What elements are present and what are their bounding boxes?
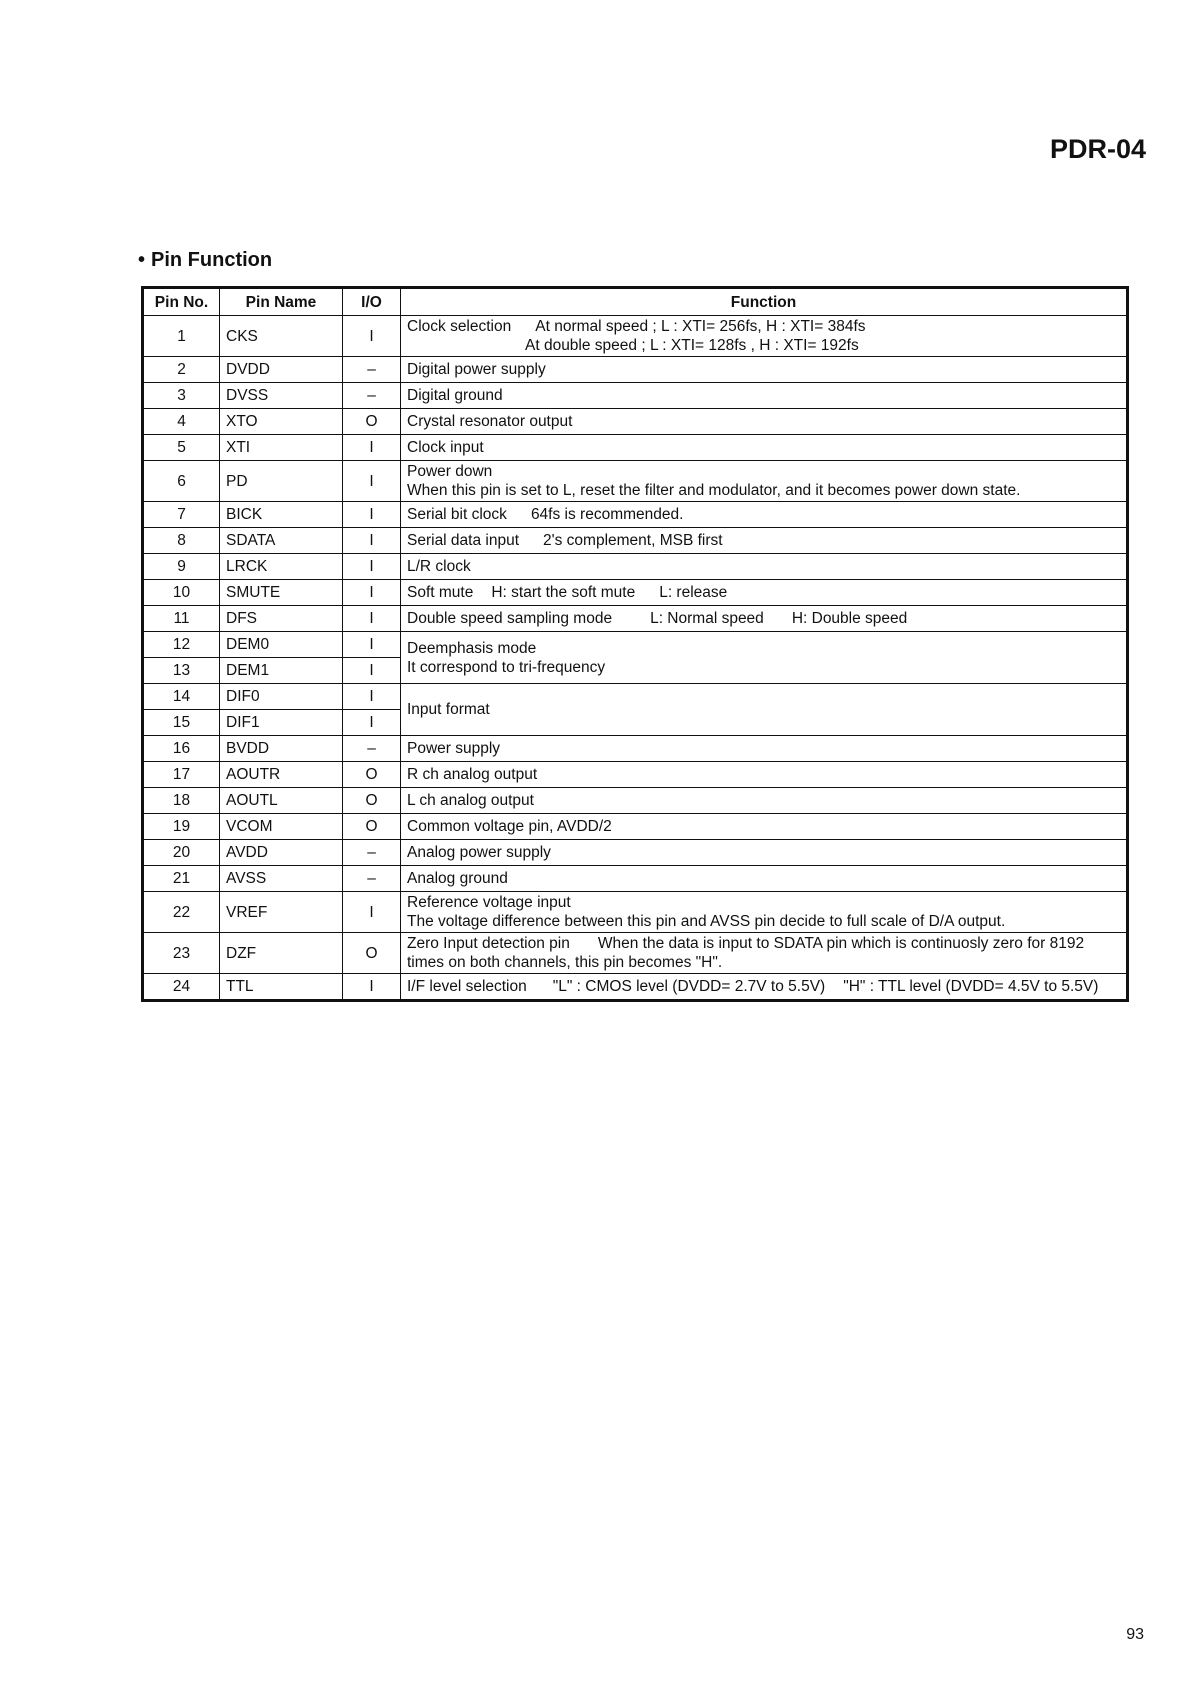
pin-no: 24 bbox=[143, 974, 220, 1001]
pin-no: 2 bbox=[143, 357, 220, 383]
pin-no: 18 bbox=[143, 788, 220, 814]
function-part: I/F level selection bbox=[407, 978, 527, 995]
pin-no: 9 bbox=[143, 554, 220, 580]
function-part: times on both channels, this pin becomes "H". bbox=[407, 954, 723, 971]
pin-io: I bbox=[343, 554, 401, 580]
pin-function-table bbox=[141, 286, 1129, 1002]
pin-name: CKS bbox=[220, 316, 343, 357]
pin-function bbox=[401, 502, 1128, 528]
pin-function bbox=[401, 606, 1128, 632]
pin-io: O bbox=[343, 762, 401, 788]
pin-io: I bbox=[343, 606, 401, 632]
pin-name: DIF0 bbox=[220, 684, 343, 710]
pin-function: Power supply bbox=[401, 736, 1128, 762]
pin-io: – bbox=[343, 383, 401, 409]
pin-name: DVDD bbox=[220, 357, 343, 383]
pin-name: AOUTL bbox=[220, 788, 343, 814]
pin-name: SDATA bbox=[220, 528, 343, 554]
function-part: Power down bbox=[407, 463, 493, 480]
pin-function: Clock input bbox=[401, 435, 1128, 461]
function-part: Serial bit clock bbox=[407, 506, 507, 523]
pin-function: Analog power supply bbox=[401, 840, 1128, 866]
table-row bbox=[143, 528, 1128, 554]
pin-function: Digital ground bbox=[401, 383, 1128, 409]
pin-no: 22 bbox=[143, 892, 220, 933]
pin-name: BVDD bbox=[220, 736, 343, 762]
pin-io: I bbox=[343, 435, 401, 461]
function-part: It correspond to tri-frequency bbox=[407, 658, 606, 676]
function-part: When this pin is set to L, reset the filter and modulator, and it becomes power down state. bbox=[407, 482, 1021, 499]
pin-io: I bbox=[343, 658, 401, 684]
function-part: 64fs is recommended. bbox=[530, 506, 684, 523]
pin-name: LRCK bbox=[220, 554, 343, 580]
pin-io: I bbox=[343, 632, 401, 658]
pin-name: DIF1 bbox=[220, 710, 343, 736]
pin-io: O bbox=[343, 814, 401, 840]
pin-name: AVSS bbox=[220, 866, 343, 892]
header-io: I/O bbox=[343, 288, 401, 316]
pin-function: Digital power supply bbox=[401, 357, 1128, 383]
function-part: Soft mute bbox=[407, 584, 474, 601]
table-row bbox=[143, 554, 1128, 580]
pin-no: 13 bbox=[143, 658, 220, 684]
table-row bbox=[143, 502, 1128, 528]
function-part: L: Normal speed bbox=[650, 610, 764, 627]
pin-io: I bbox=[343, 892, 401, 933]
table-row bbox=[143, 383, 1128, 409]
pin-io: I bbox=[343, 461, 401, 502]
pin-function: Crystal resonator output bbox=[401, 409, 1128, 435]
table-row bbox=[143, 840, 1128, 866]
pin-no: 7 bbox=[143, 502, 220, 528]
pin-no: 20 bbox=[143, 840, 220, 866]
table-row bbox=[143, 866, 1128, 892]
pin-function bbox=[401, 933, 1128, 974]
pin-function bbox=[401, 461, 1128, 502]
table-row bbox=[143, 409, 1128, 435]
function-part: The voltage difference between this pin and AVSS pin decide to full scale of D/A output. bbox=[407, 913, 1006, 930]
pin-io: O bbox=[343, 788, 401, 814]
table-header-row bbox=[143, 288, 1128, 316]
pin-no: 12 bbox=[143, 632, 220, 658]
pin-name: DFS bbox=[220, 606, 343, 632]
pin-no: 11 bbox=[143, 606, 220, 632]
header-pin-name: Pin Name bbox=[220, 288, 343, 316]
pin-name: DEM0 bbox=[220, 632, 343, 658]
pin-io: I bbox=[343, 316, 401, 357]
pin-io: – bbox=[343, 866, 401, 892]
pin-function: Analog ground bbox=[401, 866, 1128, 892]
pin-no: 10 bbox=[143, 580, 220, 606]
pin-function bbox=[401, 974, 1128, 1001]
function-part: Deemphasis mode bbox=[407, 639, 537, 657]
function-part: Zero Input detection pin bbox=[407, 935, 570, 952]
pin-no: 23 bbox=[143, 933, 220, 974]
pin-no: 19 bbox=[143, 814, 220, 840]
pin-no: 4 bbox=[143, 409, 220, 435]
function-part: Clock selection bbox=[407, 318, 512, 335]
function-part: At double speed ; L : XTI= 128fs , H : XTI= 192fs bbox=[525, 337, 859, 354]
function-part: Serial data input bbox=[407, 532, 520, 549]
function-part: "L" : CMOS level (DVDD= 2.7V to 5.5V) bbox=[552, 978, 826, 995]
pin-name: DEM1 bbox=[220, 658, 343, 684]
pin-name: VREF bbox=[220, 892, 343, 933]
pin-no: 21 bbox=[143, 866, 220, 892]
table-row bbox=[143, 684, 1128, 710]
pin-io: I bbox=[343, 580, 401, 606]
pin-no: 14 bbox=[143, 684, 220, 710]
pin-no: 8 bbox=[143, 528, 220, 554]
pin-name: SMUTE bbox=[220, 580, 343, 606]
pin-no: 15 bbox=[143, 710, 220, 736]
pin-function: Input format bbox=[401, 684, 1128, 736]
table-row bbox=[143, 814, 1128, 840]
header-pin-no: Pin No. bbox=[143, 288, 220, 316]
section-title bbox=[138, 249, 272, 272]
pin-function: Common voltage pin, AVDD/2 bbox=[401, 814, 1128, 840]
pin-io: I bbox=[343, 710, 401, 736]
function-part: H: start the soft mute bbox=[491, 584, 636, 601]
pin-io: – bbox=[343, 357, 401, 383]
pin-io: – bbox=[343, 736, 401, 762]
pin-io: I bbox=[343, 528, 401, 554]
pin-io: O bbox=[343, 933, 401, 974]
pin-name: DZF bbox=[220, 933, 343, 974]
pin-function: L/R clock bbox=[401, 554, 1128, 580]
function-part: "H" : TTL level (DVDD= 4.5V to 5.5V) bbox=[843, 978, 1099, 995]
model-number: PDR-04 bbox=[1049, 134, 1146, 164]
pin-no: 1 bbox=[143, 316, 220, 357]
table-row bbox=[143, 632, 1128, 658]
pin-io: I bbox=[343, 974, 401, 1001]
table-row bbox=[143, 461, 1128, 502]
pin-name: XTI bbox=[220, 435, 343, 461]
header-function: Function bbox=[401, 288, 1128, 316]
pin-function bbox=[401, 316, 1128, 357]
pin-function: R ch analog output bbox=[401, 762, 1128, 788]
pin-name: PD bbox=[220, 461, 343, 502]
pin-io: O bbox=[343, 409, 401, 435]
table-row bbox=[143, 974, 1128, 1001]
table-row bbox=[143, 762, 1128, 788]
table-row bbox=[143, 580, 1128, 606]
pin-no: 16 bbox=[143, 736, 220, 762]
pin-name: BICK bbox=[220, 502, 343, 528]
table-row bbox=[143, 357, 1128, 383]
page-number: 93 bbox=[1126, 1626, 1144, 1643]
table-row bbox=[143, 788, 1128, 814]
bullet: • bbox=[138, 249, 146, 271]
pin-function bbox=[401, 632, 1128, 684]
table-row bbox=[143, 736, 1128, 762]
function-part: When the data is input to SDATA pin which is continuosly zero for 8192 bbox=[597, 935, 1085, 952]
function-part: H: Double speed bbox=[791, 610, 908, 627]
pin-no: 17 bbox=[143, 762, 220, 788]
function-part: Reference voltage input bbox=[407, 894, 571, 911]
section-title-text: Pin Function bbox=[151, 249, 273, 271]
pin-name: XTO bbox=[220, 409, 343, 435]
table-row bbox=[143, 933, 1128, 974]
pin-name: DVSS bbox=[220, 383, 343, 409]
pin-no: 3 bbox=[143, 383, 220, 409]
pin-function: L ch analog output bbox=[401, 788, 1128, 814]
pin-no: 5 bbox=[143, 435, 220, 461]
pin-name: AOUTR bbox=[220, 762, 343, 788]
pin-function bbox=[401, 580, 1128, 606]
table-row bbox=[143, 606, 1128, 632]
function-part: 2's complement, MSB first bbox=[543, 532, 723, 549]
function-part: At normal speed ; L : XTI= 256fs, H : XTI= 384fs bbox=[535, 318, 866, 335]
pin-function bbox=[401, 892, 1128, 933]
function-part: L: release bbox=[659, 584, 728, 601]
table-row bbox=[143, 435, 1128, 461]
function-part: Double speed sampling mode bbox=[407, 610, 613, 627]
pin-io: I bbox=[343, 684, 401, 710]
pin-function bbox=[401, 528, 1128, 554]
table-row bbox=[143, 316, 1128, 357]
pin-no: 6 bbox=[143, 461, 220, 502]
pin-name: AVDD bbox=[220, 840, 343, 866]
pin-io: I bbox=[343, 502, 401, 528]
table-row bbox=[143, 892, 1128, 933]
pin-io: – bbox=[343, 840, 401, 866]
pin-name: VCOM bbox=[220, 814, 343, 840]
pin-name: TTL bbox=[220, 974, 343, 1001]
